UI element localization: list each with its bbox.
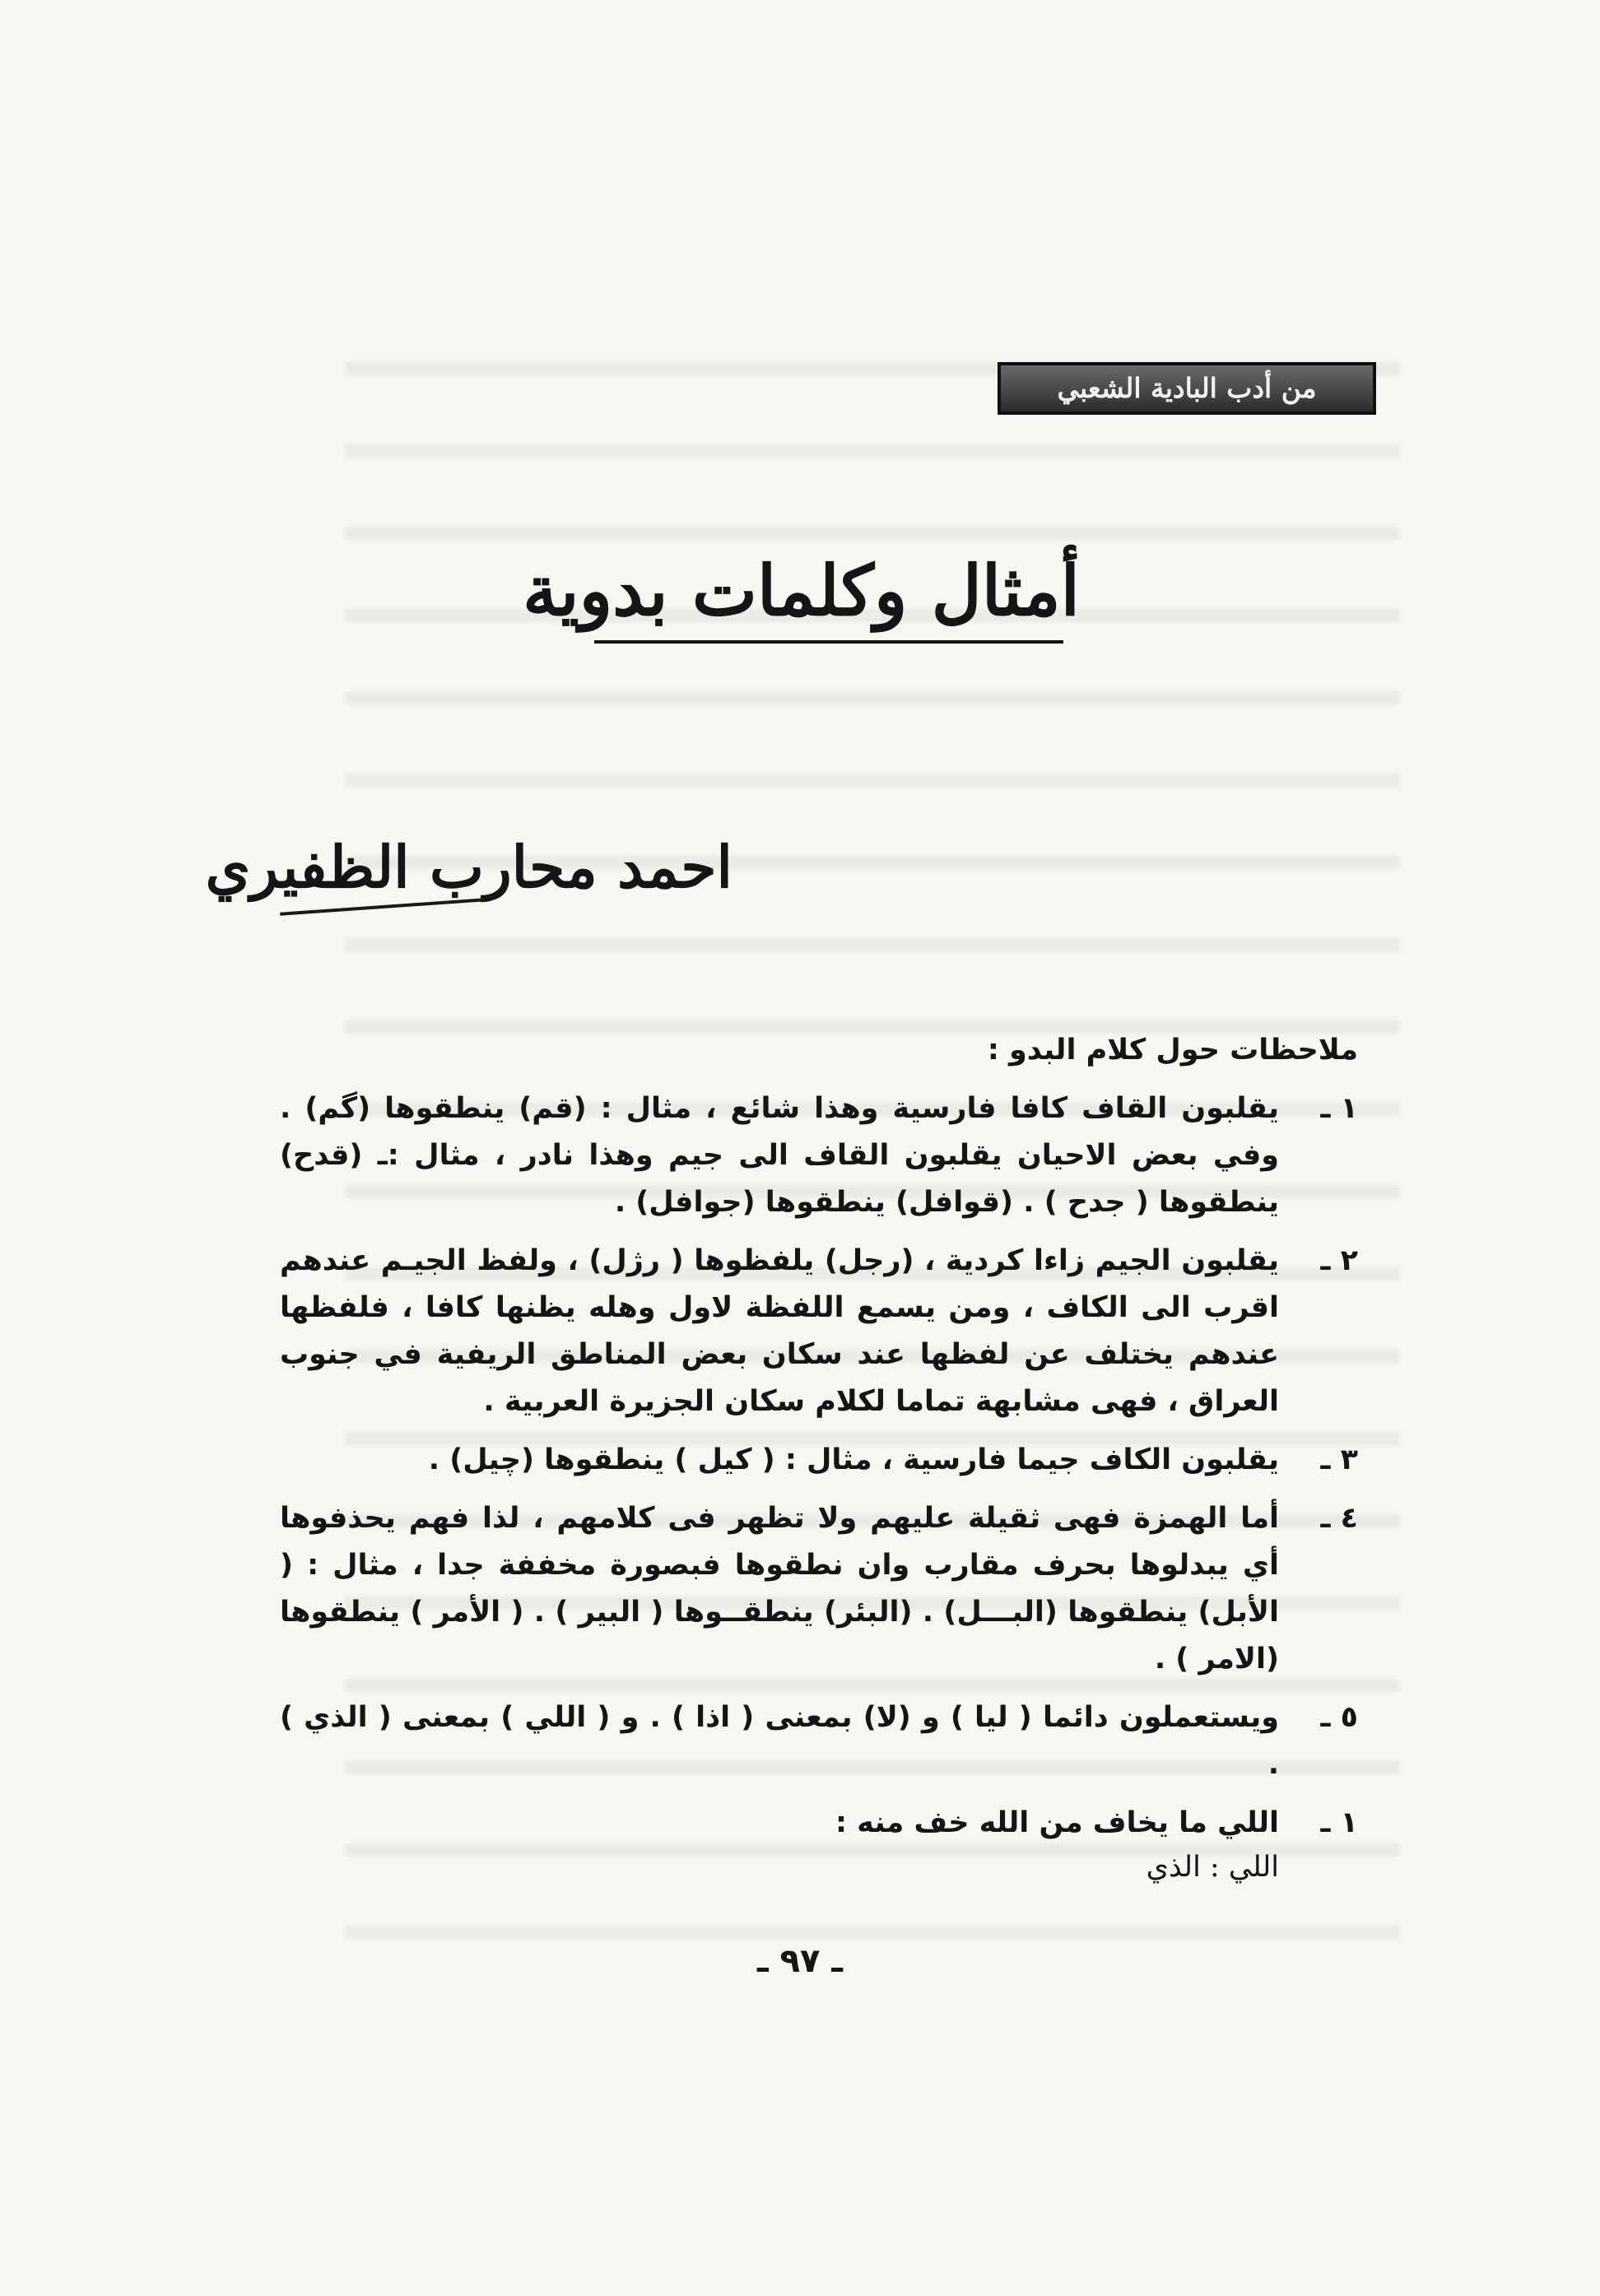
author-signature: احمد محارب الظفيري bbox=[205, 833, 733, 901]
title-underline bbox=[594, 640, 1063, 644]
item-text: يقلبون القاف كافا فارسية وهذا شائع ، مثال : (قم) ينطقوها (گم) . وفي بعض الاحيان يقلبون القاف الى جيم وهذا نادر ، مثال :ـ (قدح) ينطقوها ( جدح ) . (قوافل) ينطقوها (جوافل) . bbox=[280, 1092, 1279, 1219]
notes-heading: ملاحظات حول كلام البدو : bbox=[987, 1034, 1358, 1067]
item-number: ٥ ـ bbox=[1320, 1701, 1358, 1734]
proverb-item bbox=[280, 1800, 1358, 1847]
proverb-gloss: اللي : الذي bbox=[1146, 1851, 1279, 1884]
section-badge: من أدب البادية الشعبي bbox=[998, 362, 1376, 415]
page-number: ـ ٩٧ ـ bbox=[756, 1942, 844, 1980]
item-number: ١ ـ bbox=[1320, 1092, 1358, 1125]
list-item bbox=[280, 1437, 1358, 1484]
notes-list bbox=[280, 1085, 1358, 1788]
item-number: ٤ ـ bbox=[1320, 1502, 1358, 1535]
article-title: أمثال وكلمات بدوية bbox=[523, 550, 1080, 631]
item-number: ٣ ـ bbox=[1320, 1443, 1358, 1476]
proverb-number: ١ ـ bbox=[1320, 1806, 1358, 1839]
list-item bbox=[280, 1694, 1358, 1788]
item-text: ويستعملون دائما ( ليا ) و (لا) بمعنى ( اذا ) . و ( اللي ) بمعنى ( الذي ) . bbox=[280, 1701, 1279, 1781]
list-item bbox=[280, 1238, 1358, 1425]
item-number: ٢ ـ bbox=[1320, 1244, 1358, 1277]
item-text: يقلبون الكاف جيما فارسية ، مثال : ( كيل ) ينطقوها (چيل) . bbox=[428, 1443, 1279, 1476]
proverb-text: اللي ما يخاف من الله خف منه : bbox=[835, 1806, 1279, 1839]
item-text: أما الهمزة فهى ثقيلة عليهم ولا تظهر فى كلامهم ، لذا فهم يحذفوها أي يبدلوها بحرف مقارب وان نطقوها فبصورة مخففة جدا ، مثال : ( الأبل) ينطقوها (البـــل) . (البئر) ينطقــوها ( البير ) . ( الأمر ) ينطقوها (الامر ) . bbox=[280, 1502, 1279, 1676]
article-body bbox=[280, 1027, 1358, 1888]
list-item bbox=[280, 1495, 1358, 1683]
item-text: يقلبون الجيم زاءا كردية ، (رجل) يلفظوها ( رژل) ، ولفظ الجيـم عندهم اقرب الى الكاف ، ومن يسمع اللفظة لاول وهله يظنها كافا ، فلفظها عندهم يختلف عن لفظها عند سكان بعض المناطق الريفية في جنوب العراق ، فهى مشابهة تماما لكلام سكان الجزيرة العربية . bbox=[280, 1244, 1279, 1418]
list-item bbox=[280, 1085, 1358, 1226]
